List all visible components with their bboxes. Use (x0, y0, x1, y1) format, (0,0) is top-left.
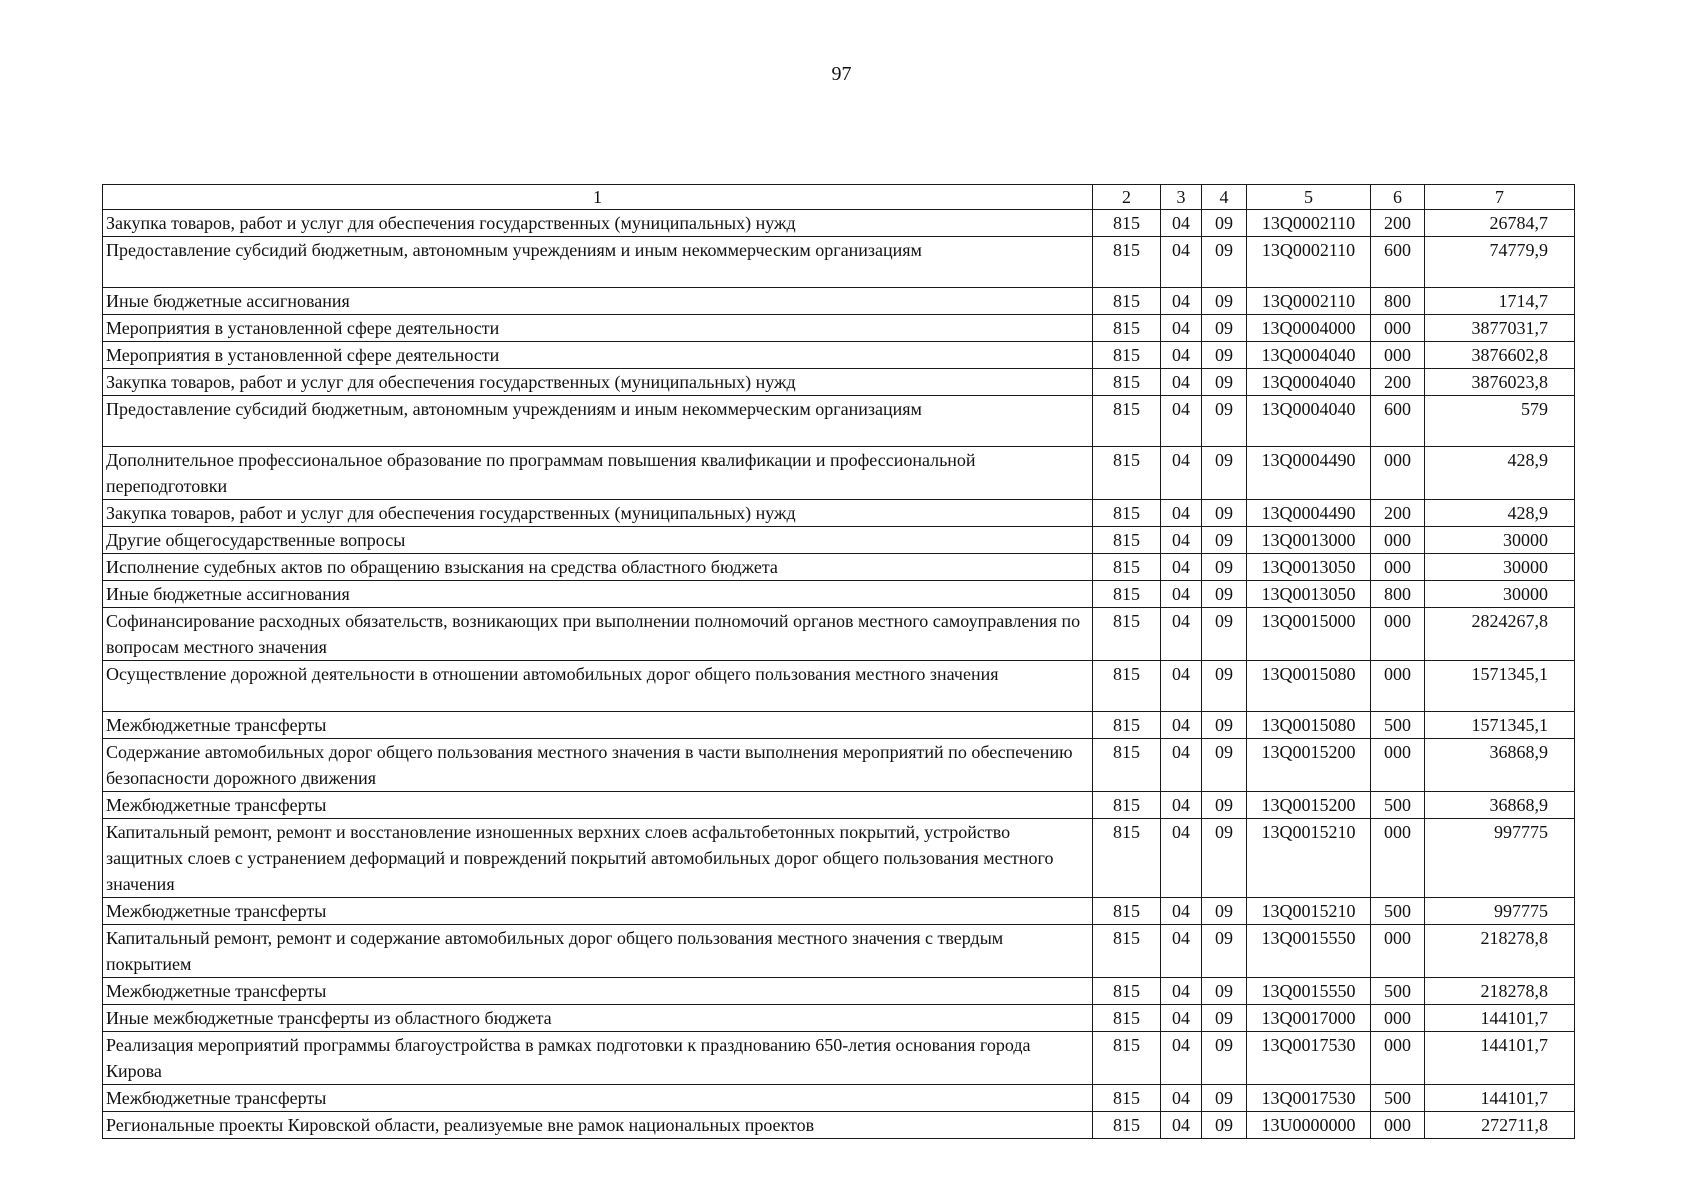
expense-name: Реализация мероприятий программы благоустройства в рамках подготовки к празднованию 650-летия основания города Кирова (103, 1032, 1093, 1085)
table-row (103, 661, 1575, 712)
target-article-code: 13Q0015210 (1247, 898, 1371, 925)
table-row (103, 288, 1575, 315)
amount-value: 997775 (1425, 898, 1575, 925)
column-header: 4 (1202, 185, 1247, 210)
subsection-code: 09 (1202, 1112, 1247, 1139)
amount-value: 1571345,1 (1425, 712, 1575, 739)
subsection-code: 09 (1202, 712, 1247, 739)
target-article-code: 13Q0017530 (1247, 1085, 1371, 1112)
subsection-code: 09 (1202, 210, 1247, 237)
expense-type-code: 000 (1371, 819, 1425, 898)
expense-type-code: 000 (1371, 739, 1425, 792)
target-article-code: 13Q0015200 (1247, 792, 1371, 819)
table-row (103, 342, 1575, 369)
ministry-code: 815 (1093, 819, 1161, 898)
ministry-code: 815 (1093, 608, 1161, 661)
expense-name: Осуществление дорожной деятельности в отношении автомобильных дорог общего пользования местного значения (103, 661, 1093, 712)
table-row (103, 739, 1575, 792)
target-article-code: 13Q0004040 (1247, 342, 1371, 369)
target-article-code: 13Q0002110 (1247, 288, 1371, 315)
ministry-code: 815 (1093, 739, 1161, 792)
amount-value: 2824267,8 (1425, 608, 1575, 661)
expense-name: Межбюджетные трансферты (103, 1085, 1093, 1112)
expense-name: Капитальный ремонт, ремонт и восстановление изношенных верхних слоев асфальтобетонных покрытий, устройство защитных слоев с устранением деформаций и повреждений покрытий автомобильных дорог общего пользования местного значения (103, 819, 1093, 898)
subsection-code: 09 (1202, 315, 1247, 342)
ministry-code: 815 (1093, 1112, 1161, 1139)
ministry-code: 815 (1093, 396, 1161, 447)
subsection-code: 09 (1202, 396, 1247, 447)
subsection-code: 09 (1202, 898, 1247, 925)
table-row (103, 1085, 1575, 1112)
amount-value: 26784,7 (1425, 210, 1575, 237)
subsection-code: 09 (1202, 369, 1247, 396)
ministry-code: 815 (1093, 210, 1161, 237)
subsection-code: 09 (1202, 554, 1247, 581)
section-code: 04 (1161, 315, 1202, 342)
ministry-code: 815 (1093, 288, 1161, 315)
subsection-code: 09 (1202, 925, 1247, 978)
table-row (103, 315, 1575, 342)
expense-type-code: 200 (1371, 210, 1425, 237)
ministry-code: 815 (1093, 527, 1161, 554)
section-code: 04 (1161, 342, 1202, 369)
amount-value: 1571345,1 (1425, 661, 1575, 712)
page-number: 97 (831, 63, 852, 85)
section-code: 04 (1161, 661, 1202, 712)
table-row (103, 527, 1575, 554)
table-row (103, 447, 1575, 500)
section-code: 04 (1161, 369, 1202, 396)
subsection-code: 09 (1202, 447, 1247, 500)
expense-type-code: 000 (1371, 315, 1425, 342)
ministry-code: 815 (1093, 342, 1161, 369)
target-article-code: 13Q0013000 (1247, 527, 1371, 554)
column-header: 7 (1425, 185, 1575, 210)
amount-value: 218278,8 (1425, 978, 1575, 1005)
amount-value: 30000 (1425, 554, 1575, 581)
table-row (103, 500, 1575, 527)
section-code: 04 (1161, 1005, 1202, 1032)
amount-value: 3876023,8 (1425, 369, 1575, 396)
target-article-code: 13Q0017530 (1247, 1032, 1371, 1085)
expense-name: Мероприятия в установленной сфере деятельности (103, 342, 1093, 369)
section-code: 04 (1161, 500, 1202, 527)
section-code: 04 (1161, 237, 1202, 288)
subsection-code: 09 (1202, 819, 1247, 898)
table-row (103, 819, 1575, 898)
expense-name: Другие общегосударственные вопросы (103, 527, 1093, 554)
table-row (103, 1112, 1575, 1139)
table-row (103, 396, 1575, 447)
expense-type-code: 500 (1371, 978, 1425, 1005)
expense-type-code: 800 (1371, 288, 1425, 315)
section-code: 04 (1161, 447, 1202, 500)
section-code: 04 (1161, 1085, 1202, 1112)
table-row (103, 1032, 1575, 1085)
expense-name: Содержание автомобильных дорог общего пользования местного значения в части выполнения мероприятий по обеспечению безопасности дорожного движения (103, 739, 1093, 792)
table-row (103, 554, 1575, 581)
expense-type-code: 600 (1371, 237, 1425, 288)
expense-type-code: 500 (1371, 1085, 1425, 1112)
ministry-code: 815 (1093, 554, 1161, 581)
amount-value: 30000 (1425, 527, 1575, 554)
ministry-code: 815 (1093, 315, 1161, 342)
table-row (103, 978, 1575, 1005)
expense-type-code: 600 (1371, 396, 1425, 447)
ministry-code: 815 (1093, 978, 1161, 1005)
expense-type-code: 000 (1371, 554, 1425, 581)
target-article-code: 13Q0015080 (1247, 661, 1371, 712)
amount-value: 272711,8 (1425, 1112, 1575, 1139)
expense-type-code: 800 (1371, 581, 1425, 608)
amount-value: 428,9 (1425, 447, 1575, 500)
subsection-code: 09 (1202, 342, 1247, 369)
table-row (103, 581, 1575, 608)
section-code: 04 (1161, 396, 1202, 447)
target-article-code: 13Q0017000 (1247, 1005, 1371, 1032)
section-code: 04 (1161, 925, 1202, 978)
target-article-code: 13Q0015550 (1247, 925, 1371, 978)
expense-type-code: 500 (1371, 792, 1425, 819)
section-code: 04 (1161, 712, 1202, 739)
subsection-code: 09 (1202, 500, 1247, 527)
target-article-code: 13Q0002110 (1247, 210, 1371, 237)
ministry-code: 815 (1093, 369, 1161, 396)
expense-name: Дополнительное профессиональное образование по программам повышения квалификации и профессиональной переподготовки (103, 447, 1093, 500)
section-code: 04 (1161, 581, 1202, 608)
section-code: 04 (1161, 978, 1202, 1005)
expense-type-code: 000 (1371, 1005, 1425, 1032)
target-article-code: 13Q0004490 (1247, 500, 1371, 527)
amount-value: 3876602,8 (1425, 342, 1575, 369)
column-header: 3 (1161, 185, 1202, 210)
section-code: 04 (1161, 210, 1202, 237)
expense-name: Мероприятия в установленной сфере деятельности (103, 315, 1093, 342)
section-code: 04 (1161, 739, 1202, 792)
column-header: 1 (103, 185, 1093, 210)
section-code: 04 (1161, 1112, 1202, 1139)
section-code: 04 (1161, 898, 1202, 925)
table-row (103, 369, 1575, 396)
expense-type-code: 500 (1371, 712, 1425, 739)
amount-value: 144101,7 (1425, 1005, 1575, 1032)
amount-value: 144101,7 (1425, 1085, 1575, 1112)
section-code: 04 (1161, 1032, 1202, 1085)
subsection-code: 09 (1202, 978, 1247, 1005)
target-article-code: 13Q0004000 (1247, 315, 1371, 342)
subsection-code: 09 (1202, 527, 1247, 554)
expense-type-code: 200 (1371, 500, 1425, 527)
expense-name: Закупка товаров, работ и услуг для обеспечения государственных (муниципальных) нужд (103, 500, 1093, 527)
amount-value: 579 (1425, 396, 1575, 447)
expense-name: Предоставление субсидий бюджетным, автономным учреждениям и иным некоммерческим организациям (103, 396, 1093, 447)
target-article-code: 13Q0004490 (1247, 447, 1371, 500)
table-row (103, 925, 1575, 978)
subsection-code: 09 (1202, 1085, 1247, 1112)
subsection-code: 09 (1202, 581, 1247, 608)
target-article-code: 13Q0015210 (1247, 819, 1371, 898)
amount-value: 36868,9 (1425, 739, 1575, 792)
expense-type-code: 000 (1371, 527, 1425, 554)
amount-value: 144101,7 (1425, 1032, 1575, 1085)
expense-name: Иные бюджетные ассигнования (103, 581, 1093, 608)
expense-name: Межбюджетные трансферты (103, 898, 1093, 925)
section-code: 04 (1161, 288, 1202, 315)
expense-type-code: 000 (1371, 1032, 1425, 1085)
expense-type-code: 000 (1371, 608, 1425, 661)
amount-value: 36868,9 (1425, 792, 1575, 819)
ministry-code: 815 (1093, 581, 1161, 608)
expense-type-code: 000 (1371, 342, 1425, 369)
table-row (103, 237, 1575, 288)
expense-name: Региональные проекты Кировской области, реализуемые вне рамок национальных проектов (103, 1112, 1093, 1139)
table-row (103, 712, 1575, 739)
target-article-code: 13U0000000 (1247, 1112, 1371, 1139)
subsection-code: 09 (1202, 288, 1247, 315)
table-row (103, 792, 1575, 819)
subsection-code: 09 (1202, 739, 1247, 792)
section-code: 04 (1161, 819, 1202, 898)
target-article-code: 13Q0015000 (1247, 608, 1371, 661)
subsection-code: 09 (1202, 608, 1247, 661)
expense-name: Капитальный ремонт, ремонт и содержание автомобильных дорог общего пользования местного значения с твердым покрытием (103, 925, 1093, 978)
ministry-code: 815 (1093, 792, 1161, 819)
subsection-code: 09 (1202, 1032, 1247, 1085)
target-article-code: 13Q0013050 (1247, 581, 1371, 608)
ministry-code: 815 (1093, 1085, 1161, 1112)
expense-name: Межбюджетные трансферты (103, 792, 1093, 819)
expense-name: Софинансирование расходных обязательств, возникающих при выполнении полномочий органов местного самоуправления по вопросам местного значения (103, 608, 1093, 661)
expense-name: Межбюджетные трансферты (103, 712, 1093, 739)
expense-type-code: 000 (1371, 925, 1425, 978)
target-article-code: 13Q0015200 (1247, 739, 1371, 792)
ministry-code: 815 (1093, 925, 1161, 978)
budget-table (102, 184, 1575, 1139)
expense-name: Предоставление субсидий бюджетным, автономным учреждениям и иным некоммерческим организациям (103, 237, 1093, 288)
ministry-code: 815 (1093, 898, 1161, 925)
subsection-code: 09 (1202, 661, 1247, 712)
amount-value: 218278,8 (1425, 925, 1575, 978)
expense-name: Закупка товаров, работ и услуг для обеспечения государственных (муниципальных) нужд (103, 210, 1093, 237)
target-article-code: 13Q0013050 (1247, 554, 1371, 581)
expense-name: Межбюджетные трансферты (103, 978, 1093, 1005)
subsection-code: 09 (1202, 1005, 1247, 1032)
table-row (103, 898, 1575, 925)
ministry-code: 815 (1093, 237, 1161, 288)
expense-type-code: 500 (1371, 898, 1425, 925)
target-article-code: 13Q0002110 (1247, 237, 1371, 288)
expense-name: Иные межбюджетные трансферты из областного бюджета (103, 1005, 1093, 1032)
ministry-code: 815 (1093, 661, 1161, 712)
ministry-code: 815 (1093, 500, 1161, 527)
expense-type-code: 200 (1371, 369, 1425, 396)
target-article-code: 13Q0004040 (1247, 396, 1371, 447)
amount-value: 997775 (1425, 819, 1575, 898)
column-header: 2 (1093, 185, 1161, 210)
target-article-code: 13Q0015550 (1247, 978, 1371, 1005)
section-code: 04 (1161, 554, 1202, 581)
section-code: 04 (1161, 527, 1202, 554)
expense-name: Иные бюджетные ассигнования (103, 288, 1093, 315)
column-header: 6 (1371, 185, 1425, 210)
amount-value: 3877031,7 (1425, 315, 1575, 342)
expense-type-code: 000 (1371, 447, 1425, 500)
column-header: 5 (1247, 185, 1371, 210)
amount-value: 428,9 (1425, 500, 1575, 527)
table-header-row (103, 185, 1575, 210)
expense-name: Закупка товаров, работ и услуг для обеспечения государственных (муниципальных) нужд (103, 369, 1093, 396)
table-row (103, 608, 1575, 661)
expense-name: Исполнение судебных актов по обращению взыскания на средства областного бюджета (103, 554, 1093, 581)
ministry-code: 815 (1093, 1032, 1161, 1085)
subsection-code: 09 (1202, 792, 1247, 819)
expense-type-code: 000 (1371, 1112, 1425, 1139)
target-article-code: 13Q0015080 (1247, 712, 1371, 739)
amount-value: 30000 (1425, 581, 1575, 608)
amount-value: 74779,9 (1425, 237, 1575, 288)
expense-type-code: 000 (1371, 661, 1425, 712)
target-article-code: 13Q0004040 (1247, 369, 1371, 396)
section-code: 04 (1161, 792, 1202, 819)
amount-value: 1714,7 (1425, 288, 1575, 315)
table-row (103, 210, 1575, 237)
ministry-code: 815 (1093, 1005, 1161, 1032)
subsection-code: 09 (1202, 237, 1247, 288)
table-row (103, 1005, 1575, 1032)
ministry-code: 815 (1093, 447, 1161, 500)
section-code: 04 (1161, 608, 1202, 661)
ministry-code: 815 (1093, 712, 1161, 739)
